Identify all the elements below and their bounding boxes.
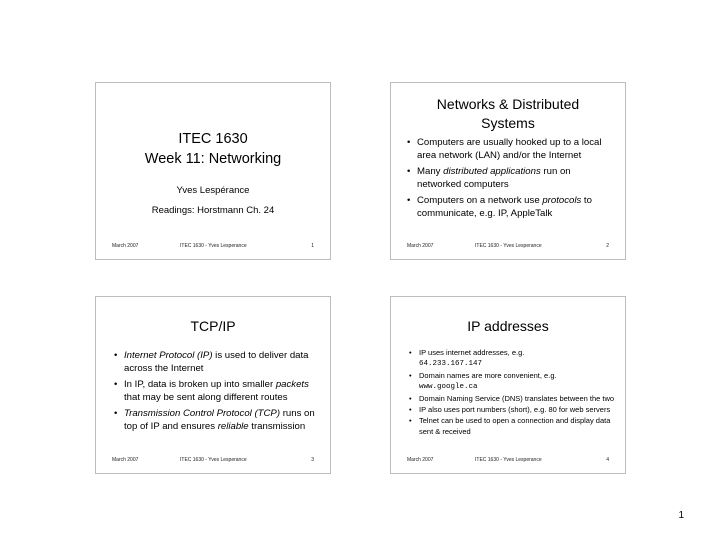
slide-1 bbox=[95, 82, 331, 260]
author: Yves Lespérance bbox=[176, 185, 250, 196]
bullet-item: • Transmission Control Protocol (TCP) runs on top of IP and ensures reliable transmission bbox=[114, 407, 315, 433]
bullet-item: • Computers are usually hooked up to a local area network (LAN) and/or the Internet bbox=[407, 137, 602, 162]
slide-number: 1 bbox=[311, 243, 314, 249]
slide-footer bbox=[391, 243, 625, 253]
bullet-item: • Internet Protocol (IP) is used to deliver data across the Internet bbox=[114, 350, 309, 375]
bullet-item: • IP also uses port numbers (short), e.g. 80 for web servers bbox=[409, 405, 611, 415]
title-line-2: Week 11: Networking bbox=[144, 151, 282, 167]
ip-address-example: 64.233.167.147 bbox=[419, 360, 483, 369]
bullet-item: • In IP, data is broken up into smaller packets that may be sent along different routes bbox=[114, 378, 309, 404]
slide-footer bbox=[391, 457, 625, 467]
slide-number: 3 bbox=[311, 457, 314, 463]
title-line-2: Systems bbox=[481, 115, 535, 131]
page-number: 1 bbox=[678, 510, 684, 521]
slide-1-title bbox=[96, 129, 330, 169]
footer-course: ITEC 1630 - Yves Lesperance bbox=[475, 243, 542, 249]
slide-3 bbox=[95, 296, 331, 474]
bullet-list bbox=[405, 136, 615, 222]
bullet-item: • Domain Naming Service (DNS) translates between the two bbox=[409, 393, 615, 403]
slide-3-title: TCP/IP bbox=[190, 318, 236, 334]
slide-2 bbox=[390, 82, 626, 260]
bullet-item: • Computers on a network use protocols to communicate, e.g. IP, AppleTalk bbox=[407, 194, 592, 220]
bullet-list bbox=[407, 348, 615, 438]
bullet-item: • Many distributed applications run on networked computers bbox=[407, 165, 571, 191]
domain-name-example: www.google.ca bbox=[419, 383, 478, 392]
footer-course: ITEC 1630 - Yves Lesperance bbox=[475, 457, 542, 463]
bullet-item: • Telnet can be used to open a connection and display data sent & received bbox=[409, 416, 611, 436]
footer-course: ITEC 1630 - Yves Lesperance bbox=[180, 243, 247, 249]
slide-number: 2 bbox=[606, 243, 609, 249]
slide-2-title bbox=[391, 95, 625, 133]
slide-4 bbox=[390, 296, 626, 474]
title-line-1: Networks & Distributed bbox=[436, 96, 580, 112]
slide-footer bbox=[96, 243, 330, 253]
footer-date: March 2007 bbox=[112, 243, 139, 249]
bullet-item: • Domain names are more convenient, e.g. www.google.ca bbox=[409, 370, 557, 392]
footer-course: ITEC 1630 - Yves Lesperance bbox=[180, 457, 247, 463]
slide-4-title: IP addresses bbox=[467, 318, 549, 334]
footer-date: March 2007 bbox=[407, 457, 434, 463]
footer-date: March 2007 bbox=[112, 457, 139, 463]
footer-date: March 2007 bbox=[407, 243, 434, 249]
readings: Readings: Horstmann Ch. 24 bbox=[151, 205, 275, 216]
slide-footer bbox=[96, 457, 330, 467]
bullet-list bbox=[112, 349, 318, 435]
title-line-1: ITEC 1630 bbox=[178, 131, 248, 147]
bullet-item: • IP uses internet addresses, e.g. 64.233.167.147 bbox=[409, 348, 525, 369]
slide-number: 4 bbox=[606, 457, 609, 463]
